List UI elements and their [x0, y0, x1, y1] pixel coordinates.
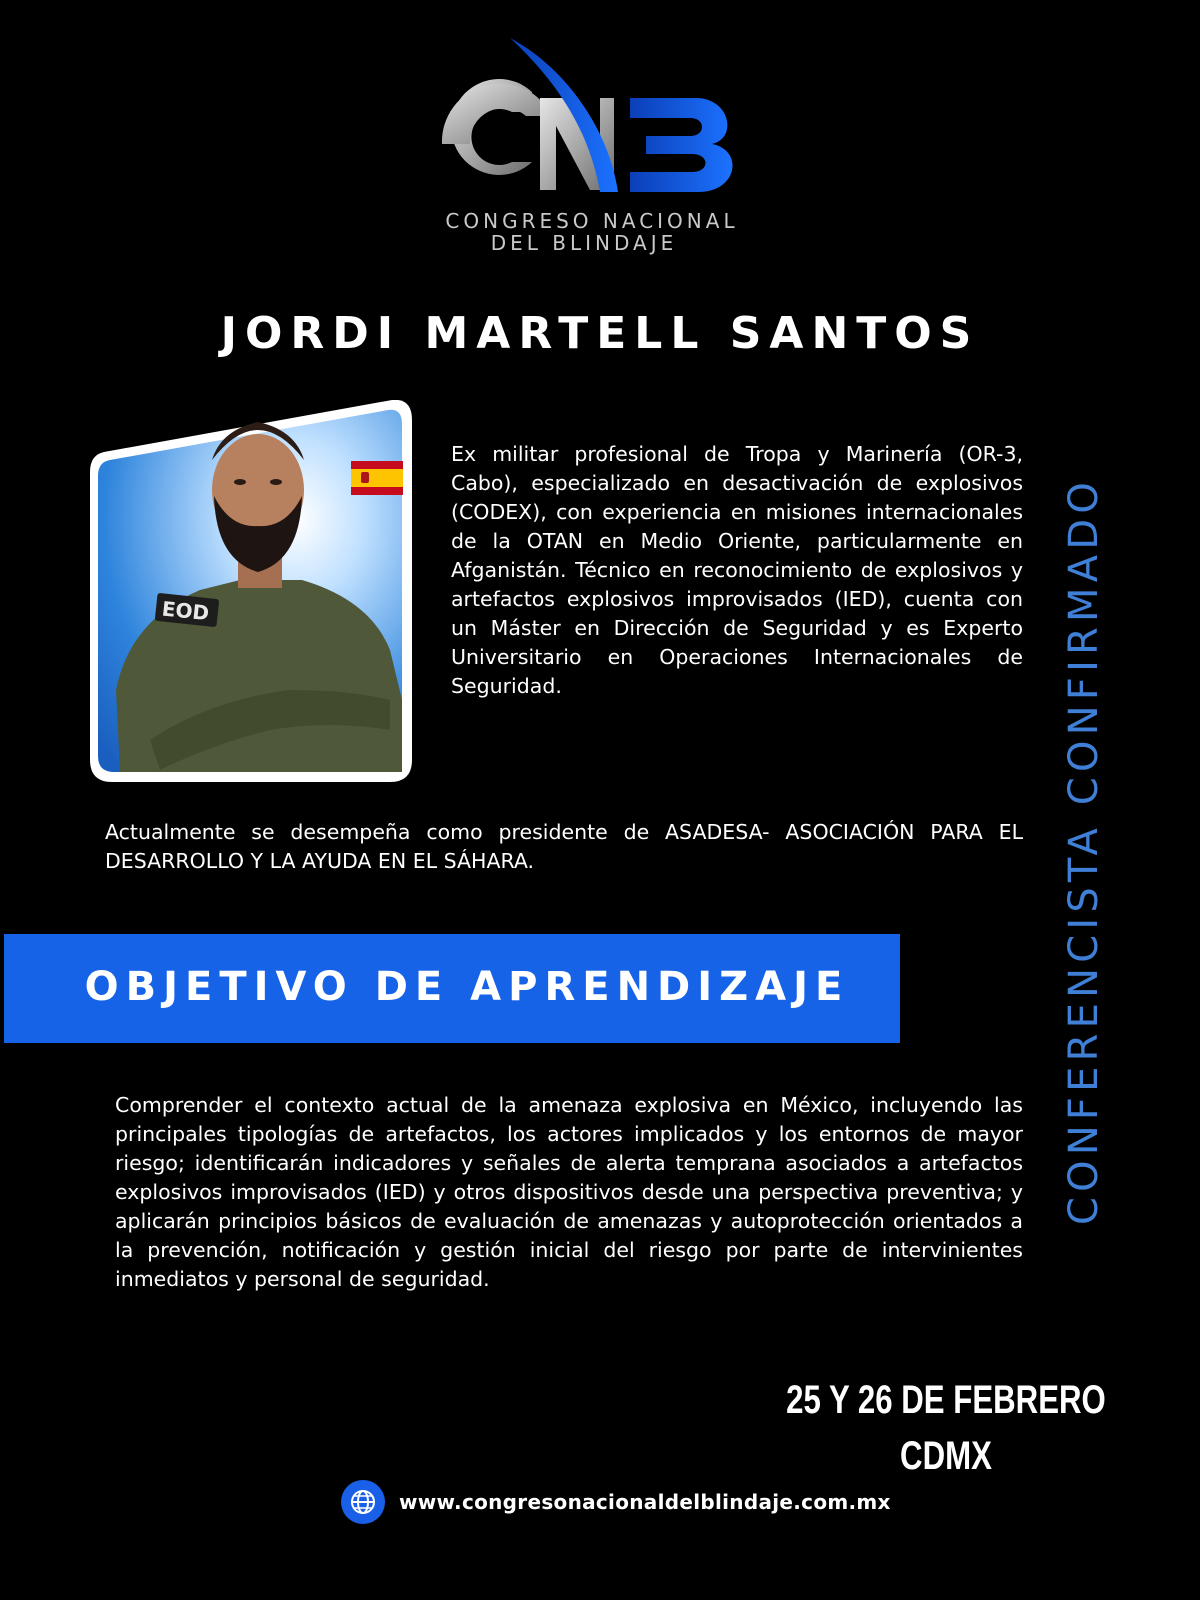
cnb-logo-mark [440, 34, 760, 214]
spain-flag-icon [351, 461, 403, 495]
website-link[interactable] [341, 1480, 891, 1524]
objective-heading: OBJETIVO DE APRENDIZAJE [84, 964, 850, 1010]
globe-icon [341, 1480, 385, 1524]
logo-line-2: DEL BLINDAJE [490, 231, 678, 255]
speaker-name: JORDI MARTELL SANTOS [220, 308, 980, 359]
objective-text: Comprender el contexto actual de la amenaza explosiva en México, incluyendo las principales tipologías de artefactos, los actores implicados y los entornos de mayor riesgo; identificarán indicadores y señales de alerta temprana asociados a artefactos explosivos improvisados (IED) y otros dispositivos desde una perspectiva preventiva; y aplicarán principios básicos de evaluación de amenazas y autoprotección orientados a la prevención, notificación y gestión inicial del riesgo por parte de intervinientes inmediatos y personal de seguridad. [115, 1093, 1023, 1291]
event-city: CDMX [900, 1434, 993, 1478]
eod-patch-text: EOD [160, 596, 211, 626]
event-info [786, 1372, 1106, 1484]
objective-banner [4, 934, 900, 1043]
cnb-logo [440, 34, 760, 254]
event-dates: 25 Y 26 DE FEBRERO [786, 1378, 1106, 1422]
speaker-bio: Ex militar profesional de Tropa y Marinería (OR-3, Cabo), especializado en desactivación de explosivos (CODEX), con experiencia en misiones internacionales de la OTAN en Medio Oriente, particularmente en Afganistán. Técnico en reconocimiento de explosivos y artefactos explosivos improvisados (IED), cuenta con un Máster en Dirección de Seguridad y es Experto Universitario en Operaciones Internacionales de Seguridad. [451, 442, 1023, 698]
speaker-photo-card [90, 400, 420, 785]
speaker-current-role: Actualmente se desempeña como presidente de ASADESA- ASOCIACIÓN PARA EL DESARROLLO Y LA AYUDA EN EL SÁHARA. [105, 820, 1023, 873]
speaker-photo [90, 400, 420, 785]
side-label: CONFERENCISTA CONFIRMADO [1061, 476, 1107, 1225]
logo-line-1: CONGRESO NACIONAL [445, 209, 739, 233]
website-url[interactable]: www.congresonacionaldelblindaje.com.mx [399, 1490, 891, 1514]
